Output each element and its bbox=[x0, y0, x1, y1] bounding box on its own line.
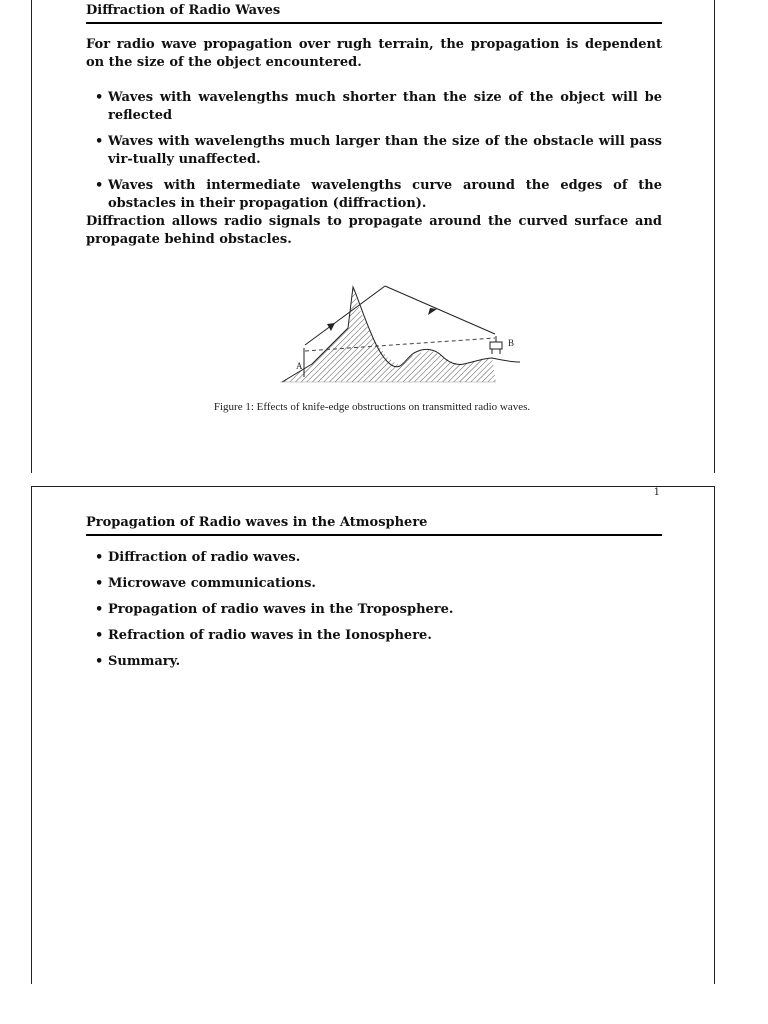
bullet-icon: • bbox=[95, 654, 104, 669]
list-item: • Summary. bbox=[95, 654, 181, 669]
label-b: B bbox=[508, 338, 515, 348]
list-item: • Refraction of radio waves in the Ionosphere. bbox=[95, 628, 432, 643]
bullet-icon: • bbox=[95, 90, 104, 105]
diffracted-ray-arrow bbox=[428, 308, 437, 315]
bullet-list bbox=[86, 89, 662, 213]
list-item: • Waves with wavelengths much larger than the size of the obstacle will pass vir-tually unaffected. bbox=[95, 134, 662, 167]
diffracted-ray bbox=[385, 286, 495, 334]
list-item: • Propagation of radio waves in the Troposphere. bbox=[95, 602, 454, 617]
knife-edge-diagram bbox=[252, 278, 527, 390]
page-title: Diffraction of Radio Waves bbox=[86, 2, 662, 24]
list-item: • Diffraction of radio waves. bbox=[95, 550, 301, 565]
bullet-icon: • bbox=[95, 602, 104, 617]
bullet-icon: • bbox=[95, 550, 104, 565]
list-item: • Waves with intermediate wavelengths curve around the edges of the obstacles in their propagation (diffraction). bbox=[95, 178, 662, 211]
bullet-icon: • bbox=[95, 178, 104, 193]
outline-list bbox=[86, 549, 662, 671]
page-number: 1 bbox=[653, 487, 660, 498]
slide-page-diffraction bbox=[31, 0, 715, 473]
bullet-icon: • bbox=[95, 576, 104, 591]
list-item: • Waves with wavelengths much shorter than the size of the object will be reflected bbox=[95, 90, 662, 123]
figure-caption: Figure 1: Effects of knife-edge obstructions on transmitted radio waves. bbox=[213, 401, 531, 413]
list-item: • Microwave communications. bbox=[95, 576, 316, 591]
incident-ray-arrow bbox=[327, 323, 335, 331]
closing-paragraph: Diffraction allows radio signals to propagate around the curved surface and propagate behind obstacles. bbox=[86, 214, 662, 247]
intro-paragraph: For radio wave propagation over rugh terrain, the propagation is dependent on the size of the object encountered. bbox=[86, 37, 662, 70]
rx-antenna-box bbox=[490, 342, 502, 349]
page-title: Propagation of Radio waves in the Atmosphere bbox=[86, 514, 662, 536]
bullet-icon: • bbox=[95, 628, 104, 643]
bullet-icon: • bbox=[95, 134, 104, 149]
terrain-hill bbox=[282, 287, 496, 382]
label-a: A bbox=[296, 361, 303, 371]
slide-page-outline bbox=[31, 486, 715, 984]
